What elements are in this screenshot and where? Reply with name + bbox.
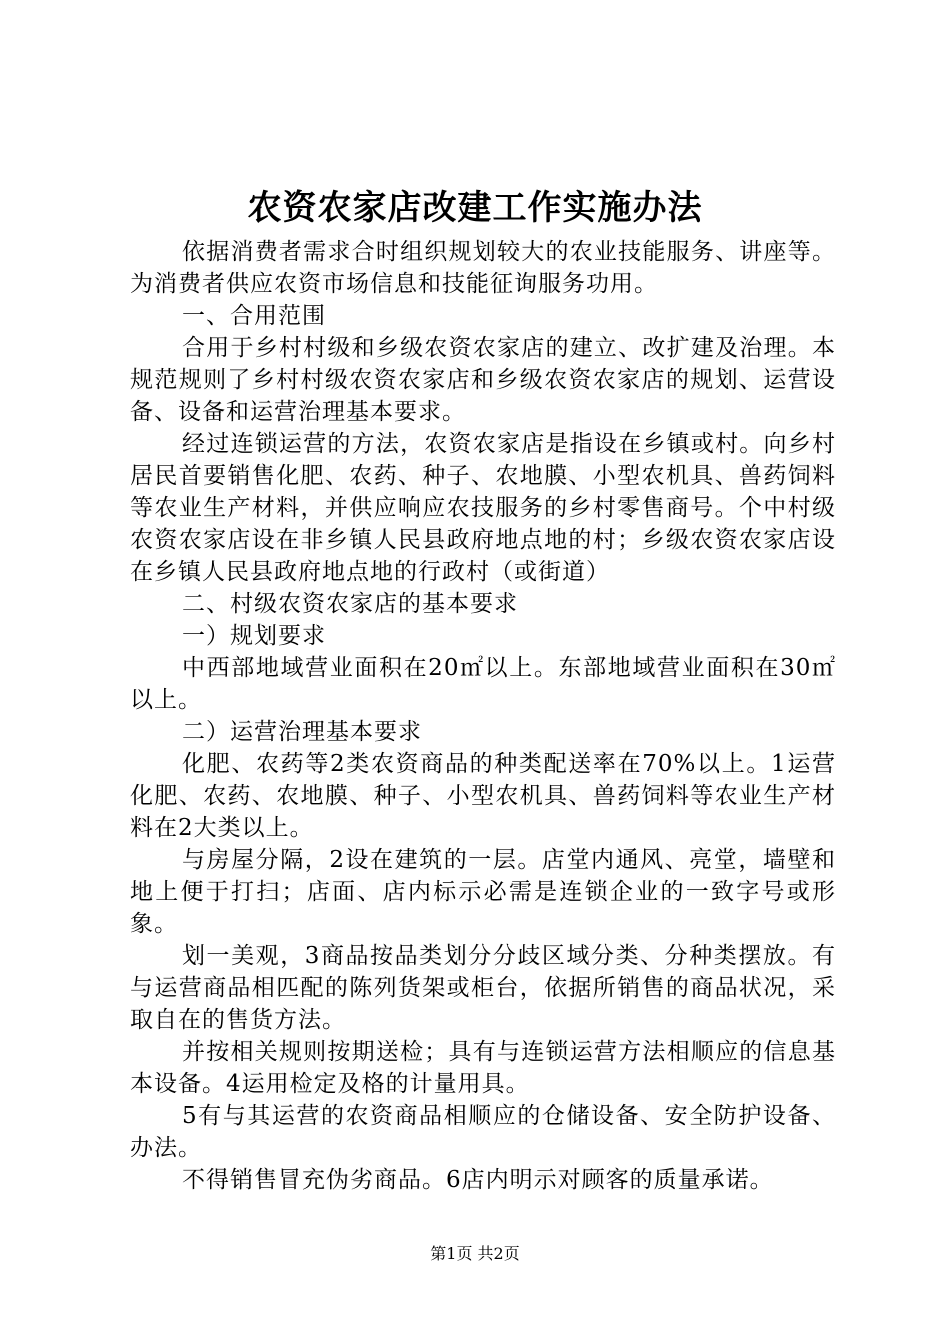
document-body xyxy=(130,236,836,1196)
paragraph-operation-3: 划一美观，3商品按品类划分分歧区域分类、分种类摆放。有与运营商品相匹配的陈列货架或柜台，依据所销售的商品状况，采取自在的售货方法。 xyxy=(130,943,836,1033)
paragraph-operation-2: 与房屋分隔，2设在建筑的一层。店堂内通风、亮堂，墙壁和地上便于打扫；店面、店内标示必需是连锁企业的一致字号或形象。 xyxy=(130,847,836,937)
paragraph-operation-4: 并按相关规则按期送检；具有与连锁运营方法相顺应的信息基本设备。4运用检定及格的计量用具。 xyxy=(130,1039,836,1097)
paragraph-operation-6: 不得销售冒充伪劣商品。6店内明示对顾客的质量承诺。 xyxy=(182,1167,774,1193)
paragraph-area: 中西部地域营业面积在20㎡以上。东部地域营业面积在30㎡以上。 xyxy=(130,655,836,713)
document-title: 农资农家店改建工作实施办法 xyxy=(247,188,703,228)
paragraph-scope: 合用于乡村村级和乡级农资农家店的建立、改扩建及治理。本规范规则了乡村村级农资农家店和乡级农资农家店的规划、运营设备、设备和运营治理基本要求。 xyxy=(130,335,836,425)
heading-village-requirements: 二、村级农资农家店的基本要求 xyxy=(182,591,518,617)
paragraph-operation-5: 5有与其运营的农资商品相顺应的仓储设备、安全防护设备、办法。 xyxy=(130,1103,836,1161)
heading-planning: 一）规划要求 xyxy=(182,623,326,649)
paragraph-operation-1: 化肥、农药等2类农资商品的种类配送率在70%以上。1运营化肥、农药、农地膜、种子、小型农机具、兽药饲料等农业生产材料在2大类以上。 xyxy=(130,751,836,841)
heading-operation: 二）运营治理基本要求 xyxy=(182,719,422,745)
heading-scope: 一、合用范围 xyxy=(182,303,326,329)
page-footer: 第1页 共2页 xyxy=(430,1244,520,1263)
paragraph-intro: 依据消费者需求合时组织规划较大的农业技能服务、讲座等。为消费者供应农资市场信息和技能征询服务功用。 xyxy=(130,239,836,297)
paragraph-definition: 经过连锁运营的方法，农资农家店是指设在乡镇或村。向乡村居民首要销售化肥、农药、种子、农地膜、小型农机具、兽药饲料等农业生产材料，并供应响应农技服务的乡村零售商号。个中村级农资农家店设在非乡镇人民县政府地点地的村；乡级农资农家店设在乡镇人民县政府地点地的行政村（或街道） xyxy=(130,431,836,585)
